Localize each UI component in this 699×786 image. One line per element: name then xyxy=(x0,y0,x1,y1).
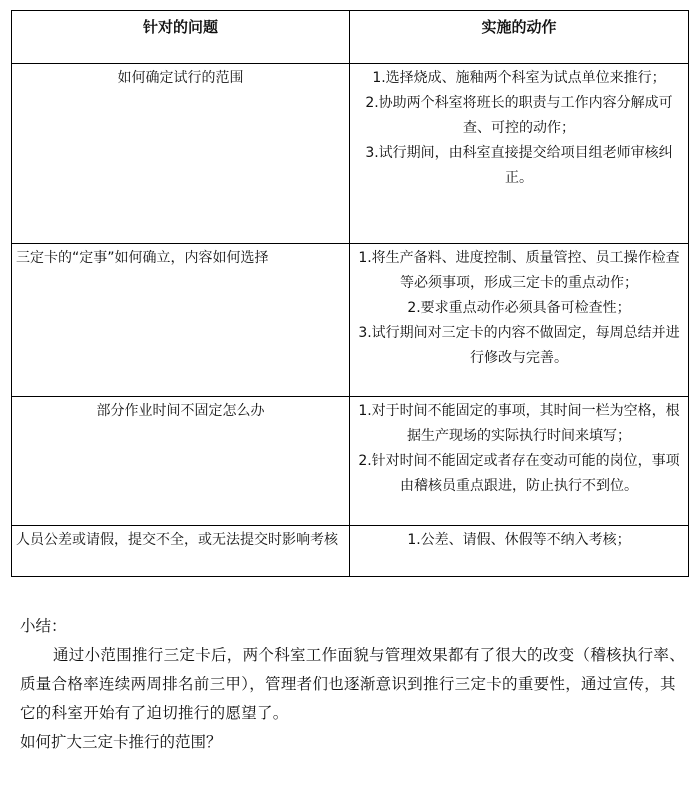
summary-paragraph: 通过小范围推行三定卡后，两个科室工作面貌与管理效果都有了很大的改变（稽核执行率、质量合格率连续两周排名前三甲），管理者们也逐渐意识到推行三定卡的重要性，通过宣传，其它的科室开始有了迫切推行的愿望了。 xyxy=(20,646,686,722)
actions-cell xyxy=(350,244,689,397)
actions-cell xyxy=(350,64,689,244)
table-header-row xyxy=(12,11,689,64)
problem-cell: 人员公差或请假，提交不全，或无法提交时影响考核 xyxy=(12,526,350,577)
action-item: 3.试行期间对三定卡的内容不做固定，每周总结并进行修改与完善。 xyxy=(358,325,680,366)
action-item: 1.对于时间不能固定的事项，其时间一栏为空格，根据生产现场的实际执行时间来填写； xyxy=(358,403,680,444)
action-item: 2.要求重点动作必须具备可检查性； xyxy=(407,300,631,316)
problem-cell: 三定卡的“定事”如何确立，内容如何选择 xyxy=(12,244,350,397)
table-row xyxy=(12,64,689,244)
action-item: 2.协助两个科室将班长的职责与工作内容分解成可查、可控的动作； xyxy=(365,95,673,136)
action-item: 3.试行期间，由科室直接提交给项目组老师审核纠正。 xyxy=(365,145,673,186)
summary-question: 如何扩大三定卡推行的范围？ xyxy=(20,733,222,751)
table-row xyxy=(12,526,689,577)
problem-cell: 如何确定试行的范围 xyxy=(12,64,350,244)
header-actions: 实施的动作 xyxy=(350,11,689,64)
problem-action-table xyxy=(11,10,689,577)
problem-cell: 部分作业时间不固定怎么办 xyxy=(12,397,350,526)
actions-cell xyxy=(350,397,689,526)
table-row xyxy=(12,397,689,526)
action-item: 1.选择烧成、施釉两个科室为试点单位来推行； xyxy=(372,70,666,86)
summary-section xyxy=(20,612,688,757)
action-item: 1.将生产备料、进度控制、质量管控、员工操作检查等必须事项，形成三定卡的重点动作； xyxy=(358,250,680,291)
summary-heading: 小结： xyxy=(20,617,67,635)
table-row xyxy=(12,244,689,397)
header-problem: 针对的问题 xyxy=(12,11,350,64)
action-item: 2.针对时间不能固定或者存在变动可能的岗位，事项由稽核员重点跟进，防止执行不到位。 xyxy=(358,453,680,494)
action-item: 1.公差、请假、休假等不纳入考核； xyxy=(407,532,631,548)
actions-cell xyxy=(350,526,689,577)
